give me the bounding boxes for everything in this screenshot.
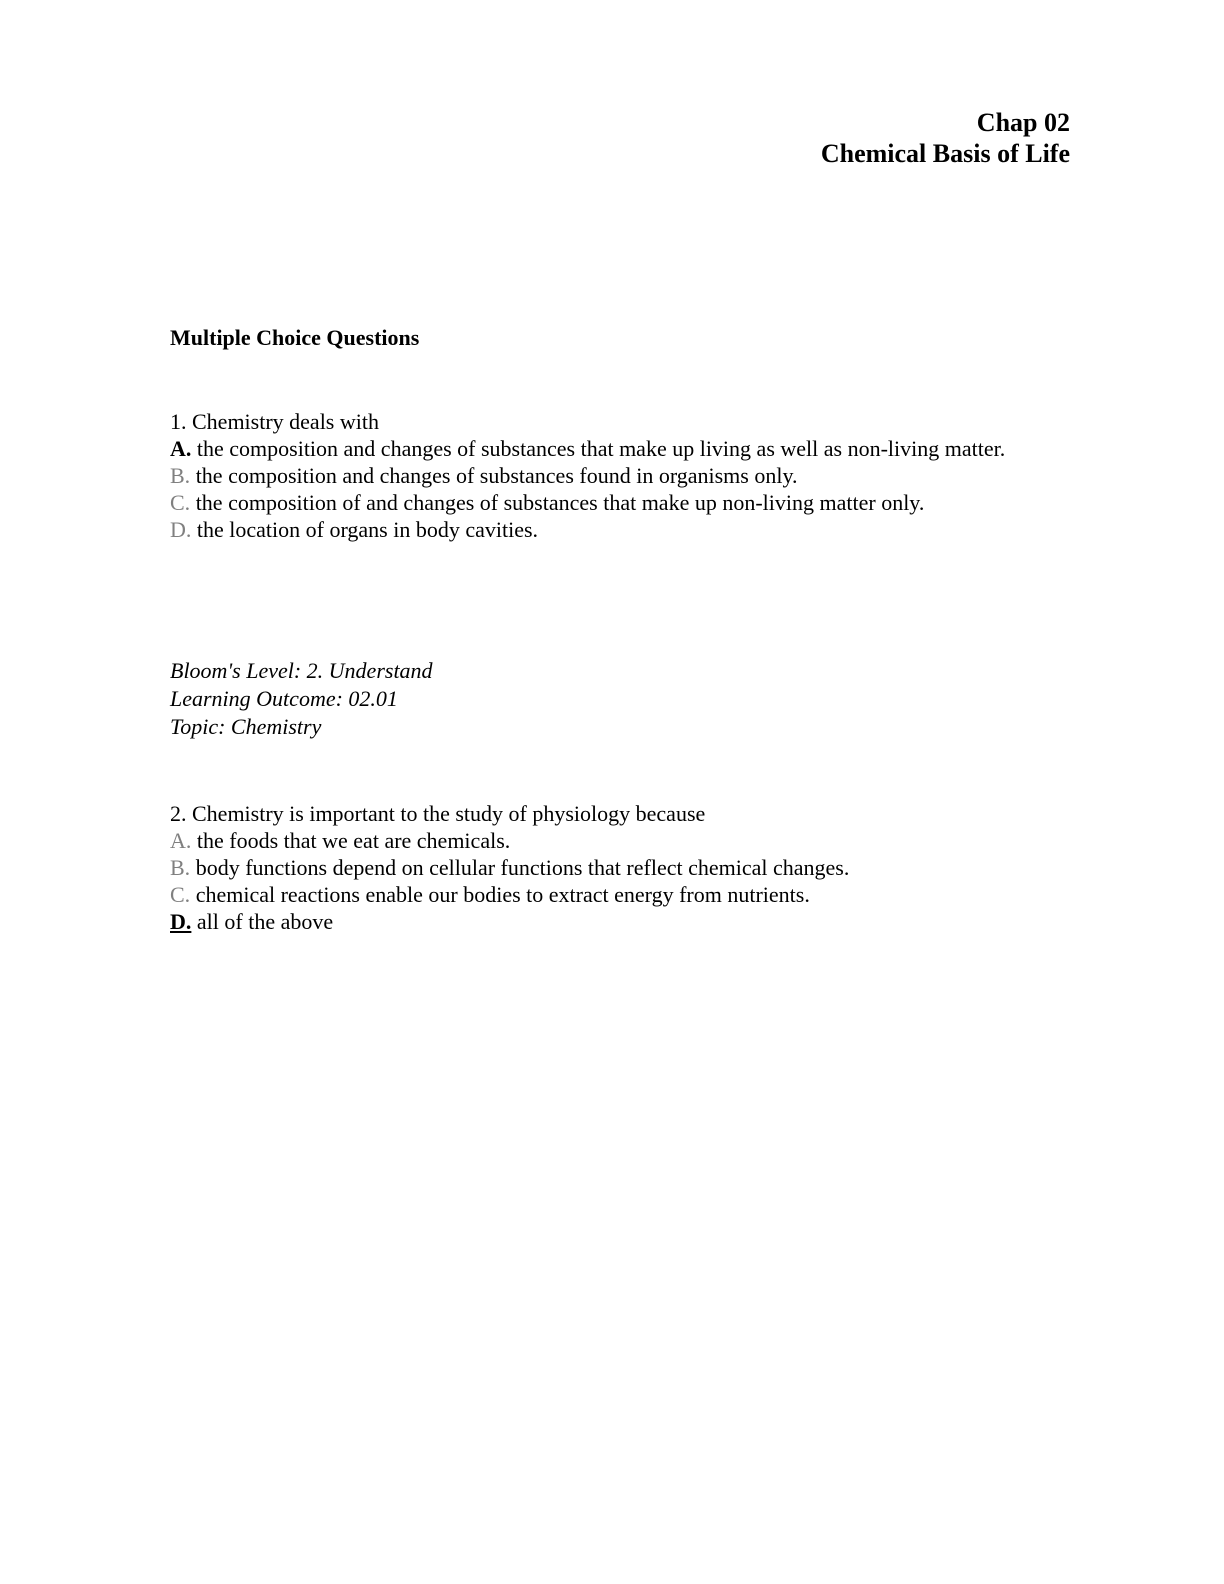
- question-1: [170, 408, 1030, 543]
- section-title: Multiple Choice Questions: [170, 325, 420, 350]
- option-text: the location of organs in body cavities.: [191, 517, 539, 542]
- question-1-metadata: [170, 657, 433, 741]
- option-text: all of the above: [191, 909, 334, 934]
- option-letter: C.: [170, 882, 191, 907]
- learning-outcome: Learning Outcome: 02.01: [170, 686, 398, 711]
- option-letter: A.: [170, 828, 192, 853]
- question-2-option-c: [170, 881, 1030, 908]
- option-letter: D.: [170, 517, 192, 542]
- chapter-title: Chemical Basis of Life: [820, 139, 1070, 168]
- option-text: the composition of and changes of substances that make up non-living matter only.: [190, 490, 925, 515]
- question-1-stem: 1. Chemistry deals with: [170, 409, 379, 434]
- question-2-option-a: [170, 827, 1030, 854]
- chapter-header: [821, 107, 1070, 169]
- option-letter: B.: [170, 855, 191, 880]
- option-text: the foods that we eat are chemicals.: [191, 828, 511, 853]
- option-text: the composition and changes of substances found in organisms only.: [190, 463, 798, 488]
- blooms-level: Bloom's Level: 2. Understand: [170, 658, 433, 683]
- topic: Topic: Chemistry: [170, 714, 322, 739]
- chapter-number: Chap 02: [976, 108, 1070, 137]
- option-letter: A.: [170, 436, 192, 461]
- question-1-option-b: [170, 462, 1030, 489]
- question-2-stem: 2. Chemistry is important to the study of physiology because: [170, 801, 706, 826]
- option-text: body functions depend on cellular functions that reflect chemical changes.: [190, 855, 850, 880]
- option-letter: C.: [170, 490, 191, 515]
- question-2: [170, 800, 1030, 935]
- question-2-option-b: [170, 854, 1030, 881]
- option-text: the composition and changes of substances that make up living as well as non-living matter.: [191, 436, 1006, 461]
- question-1-option-c: [170, 489, 1030, 516]
- option-letter: B.: [170, 463, 191, 488]
- option-text: chemical reactions enable our bodies to extract energy from nutrients.: [190, 882, 810, 907]
- option-letter: D.: [170, 909, 192, 934]
- question-1-option-d: [170, 516, 1030, 543]
- question-1-option-a: [170, 435, 1030, 462]
- question-2-option-d: [170, 908, 1030, 935]
